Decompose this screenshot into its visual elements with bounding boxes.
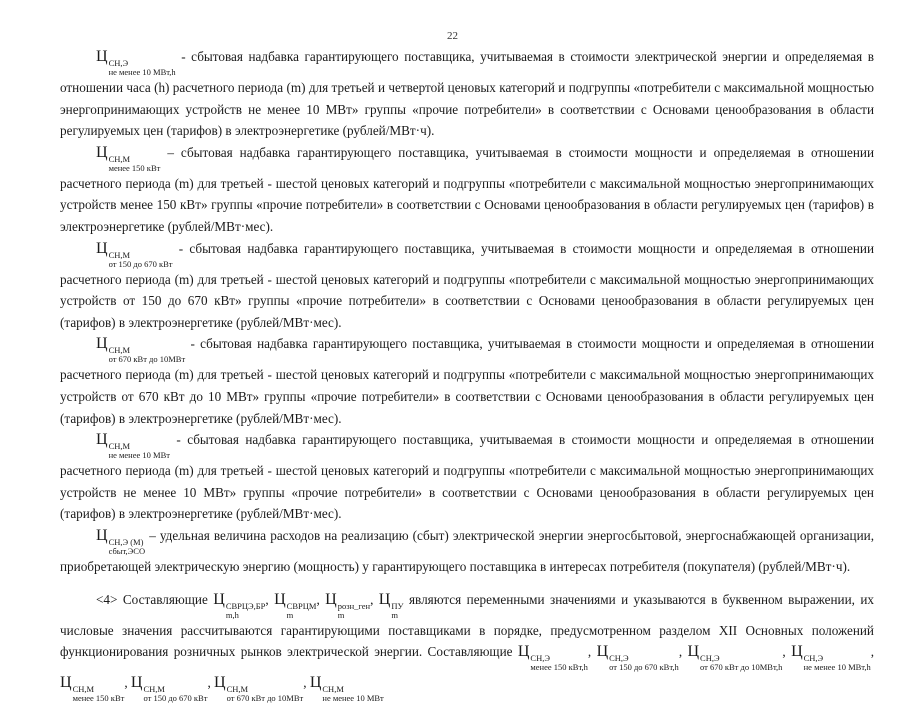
formula-symbol: Ц СН,Э от 670 кВт до 10МВт,h <box>687 641 782 672</box>
formula-symbol: Ц СН,Э (М) сбыт,ЭСО <box>96 525 145 556</box>
formula-symbol: Ц СН,Э от 150 до 670 кВт,h <box>597 641 679 672</box>
formula-symbol: Ц СН,М менее 150 кВт <box>96 142 160 173</box>
formula-symbol: Ц СН,М не менее 10 МВт <box>96 429 170 460</box>
formula-symbol: Ц СВРЦМ m <box>274 589 316 620</box>
formula-symbol: Ц СН,М не менее 10 МВт <box>310 672 384 703</box>
separator: , <box>588 644 597 659</box>
document-body <box>60 46 874 703</box>
formula-symbol: Ц ПУ m <box>379 589 404 620</box>
definition-text: – сбытовая надбавка гарантирующего поставщика, учитываемая в стоимости мощности и определяемая в отношении расчетного периода (m) для третьей - шестой ценовых категорий и подгруппы «потребители с максимальной мощностью энергопринимающих устройств менее 150 кВт» группы «прочие потребители» в соответствии с Основами ценообразования в области регулируемых цен (тарифов) в электроэнергетике (рублей/МВт·мес). <box>60 145 874 234</box>
separator: , <box>265 592 274 607</box>
definition-paragraph <box>60 238 874 334</box>
formula-symbol: Ц СН,М от 150 до 670 кВт <box>131 672 208 703</box>
formula-symbol: Ц СН,М от 670 кВт до 10МВт <box>214 672 303 703</box>
formula-symbol: Ц СН,М от 150 до 670 кВт <box>96 238 173 269</box>
formula-symbol: Ц СН,Э менее 150 кВт,h <box>518 641 588 672</box>
page-number: 22 <box>0 30 905 42</box>
separator: , <box>207 675 214 690</box>
definition-text: - сбытовая надбавка гарантирующего поставщика, учитываемая в стоимости мощности и определяемая в отношении расчетного периода (m) для третьей - шестой ценовых категорий и подгруппы «потребители с максимальной мощностью энергопринимающих устройств от 670 кВт до 10 МВт» группы «прочие потребители» в соответствии с Основами ценообразования в области регулируемых цен (тарифов) в электроэнергетике (рублей/МВт·мес). <box>60 336 874 425</box>
formula-symbol: Ц розн_ген m <box>325 589 370 620</box>
definition-text: - сбытовая надбавка гарантирующего поставщика, учитываемая в стоимости мощности и определяемая в отношении расчетного периода (m) для третьей - шестой ценовых категорий и подгруппы «потребители с максимальной мощностью энергопринимающих устройств не менее 10 МВт» группы «прочие потребители» в соответствии с Основами ценообразования в области регулируемых цен (тарифов) в электроэнергетике (рублей/МВт·мес). <box>60 432 874 521</box>
separator: , <box>679 644 688 659</box>
formula-symbol: Ц СВРЦЭ,БР m,h <box>213 589 265 620</box>
definition-paragraph <box>60 429 874 525</box>
definition-paragraph <box>60 525 874 578</box>
formula-symbol: Ц СН,Э не менее 10 МВт,h <box>96 46 176 77</box>
separator: , <box>370 592 379 607</box>
separator: , <box>124 675 131 690</box>
definition-paragraph <box>60 333 874 429</box>
definition-paragraph <box>60 142 874 238</box>
definition-text: – удельная величина расходов на реализацию (сбыт) электрической энергии энергосбытовой, энергоснабжающей организации, приобретающей электрическую энергию (мощность) у гарантирующего поставщика в интересах потребителя (покупателя) (рублей/МВт·ч). <box>60 528 874 574</box>
definition-text: - сбытовая надбавка гарантирующего поставщика, учитываемая в стоимости мощности и определяемая в отношении расчетного периода (m) для третьей - шестой ценовых категорий и подгруппы «потребители с максимальной мощностью энергопринимающих устройств от 150 до 670 кВт» группы «прочие потребители» в соответствии с Основами ценообразования в области регулируемых цен (тарифов) в электроэнергетике (рублей/МВт·мес). <box>60 241 874 330</box>
separator: , <box>316 592 325 607</box>
definition-text: - сбытовая надбавка гарантирующего поставщика, учитываемая в стоимости электрической энергии и определяемая в отношении часа (h) расчетного периода (m) для третьей и четвертой ценовых категорий и подгруппы «потребители с максимальной мощностью энергопринимающих устройств не менее 10 МВт» группы «прочие потребители» в соответствии с Основами ценообразования в области регулируемых цен (тарифов) в электроэнергетике (рублей/МВт·ч). <box>60 49 874 138</box>
separator: , <box>303 675 310 690</box>
separator: , <box>871 644 874 659</box>
formula-symbol: Ц СН,Э не менее 10 МВт,h <box>791 641 871 672</box>
separator: , <box>782 644 791 659</box>
formula-symbol: Ц СН,М от 670 кВт до 10МВт <box>96 333 185 364</box>
formula-symbol: Ц СН,М менее 150 кВт <box>60 672 124 703</box>
note-lead: <4> Составляющие <box>96 592 213 607</box>
note-4-paragraph <box>60 589 874 703</box>
definition-paragraph <box>60 46 874 142</box>
note-text: являются переменными значениями и указываются в буквенном выражении, их числовые значения рассчитываются гарантирующими поставщиками в порядке, предусмотренном разделом XII Основных положений функционирования розничных рынков электрической энергии. Составляющие <box>60 592 874 660</box>
